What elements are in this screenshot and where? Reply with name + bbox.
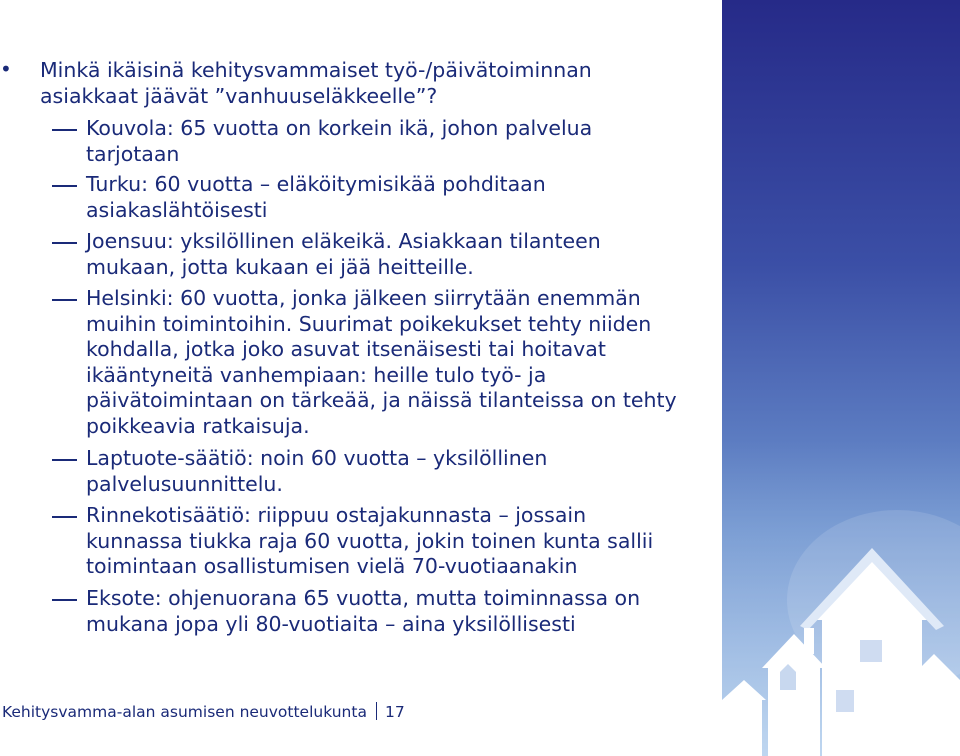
sub-item-text: Joensuu: yksilöllinen eläkeikä. Asiakkaan tilanteen mukaan, jotta kukaan ei jää heitteille. bbox=[86, 229, 601, 279]
dash-icon bbox=[52, 516, 77, 518]
dash-icon bbox=[52, 459, 77, 461]
sub-item-text: Turku: 60 vuotta – eläköitymisikää pohditaan asiakaslähtöisesti bbox=[86, 172, 546, 222]
dash-icon bbox=[52, 242, 77, 244]
main-bullet-text: Minkä ikäisinä kehitysvammaiset työ-/päivätoiminnan asiakkaat jäävät ”vanhuuseläkkeelle”? bbox=[40, 58, 592, 108]
dash-icon bbox=[52, 129, 77, 131]
sub-item-text: Kouvola: 65 vuotta on korkein ikä, johon palvelua tarjotaan bbox=[86, 116, 593, 166]
sub-item-text: Eksote: ohjenuorana 65 vuotta, mutta toiminnassa on mukana jopa yli 80-vuotiaita – aina yksilöllisesti bbox=[86, 586, 641, 636]
footer-separator bbox=[376, 702, 377, 720]
footer-title: Kehitysvamma-alan asumisen neuvottelukunta bbox=[2, 703, 367, 721]
page-number: 17 bbox=[384, 703, 405, 721]
decorative-band bbox=[722, 0, 960, 756]
bullet-dot-icon: • bbox=[0, 57, 12, 81]
footer bbox=[2, 702, 405, 722]
dash-icon bbox=[52, 599, 77, 601]
dash-icon bbox=[52, 299, 77, 301]
sub-item-text: Helsinki: 60 vuotta, jonka jälkeen siirrytään enemmän muihin toimintoihin. Suurimat poikekukset tehty niiden kohdalla, jotka joko asuvat itsenäisesti tai hoitavat ikääntyneitä vanhempiaan: heille tulo työ- ja päivätoimintaan on tärkeää, ja näissä tilanteissa on tehty poikkeavia ratkaisuja. bbox=[86, 286, 677, 438]
sub-item-text: Laptuote-säätiö: noin 60 vuotta – yksilöllinen palvelusuunnittelu. bbox=[86, 446, 548, 496]
sub-item-text: Rinnekotisäätiö: riippuu ostajakunnasta – jossain kunnassa tiukka raja 60 vuotta, jokin toinen kunta sallii toimintaan osallistumisen vielä 70-vuotiaanakin bbox=[86, 503, 654, 578]
dash-icon bbox=[52, 185, 77, 187]
houses-illustration-icon bbox=[722, 0, 960, 756]
